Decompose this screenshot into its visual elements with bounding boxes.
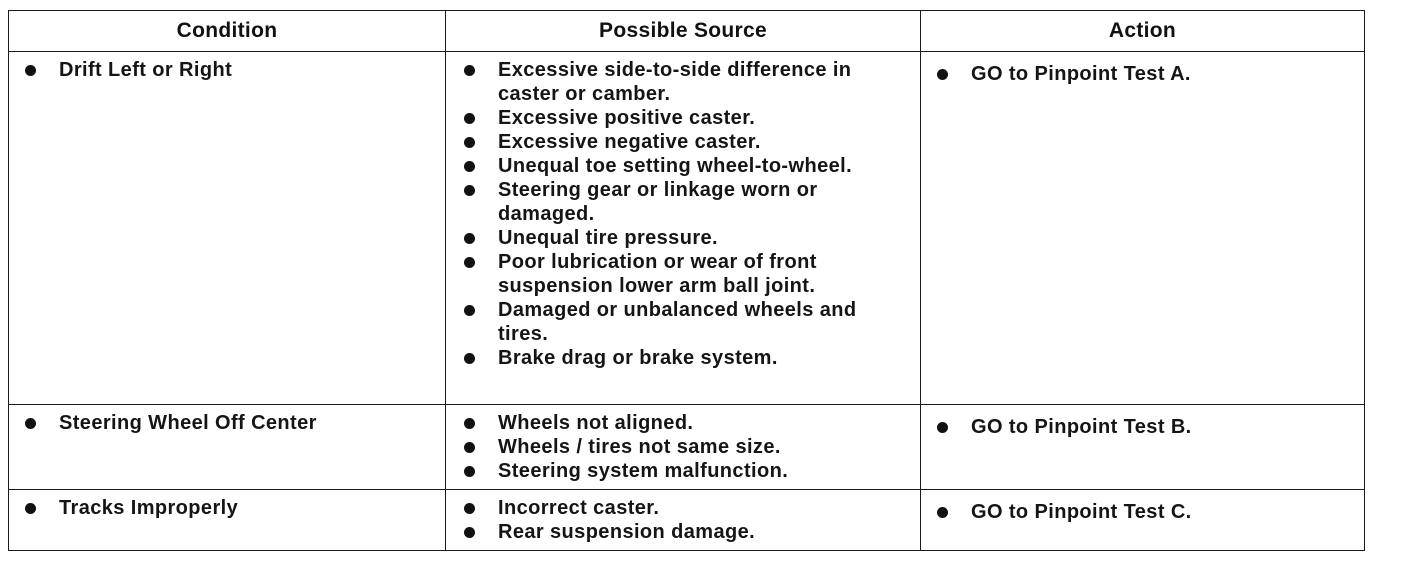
action-item bbox=[933, 415, 1356, 439]
condition-text: Steering Wheel Off Center bbox=[59, 412, 317, 434]
bullet-icon bbox=[464, 161, 475, 172]
condition-cell bbox=[9, 52, 446, 405]
bullet-icon bbox=[464, 353, 475, 364]
diagnosis-table bbox=[8, 10, 1365, 551]
source-item bbox=[458, 106, 912, 130]
action-cell bbox=[921, 490, 1365, 551]
action-cell bbox=[921, 405, 1365, 490]
bullet-icon bbox=[937, 422, 948, 433]
source-cell bbox=[446, 490, 921, 551]
bullet-icon bbox=[937, 69, 948, 80]
bullet-icon bbox=[464, 257, 475, 268]
condition-text: Drift Left or Right bbox=[59, 59, 233, 81]
source-item bbox=[458, 154, 912, 178]
condition-cell bbox=[9, 490, 446, 551]
source-text: Brake drag or brake system. bbox=[498, 347, 778, 369]
source-item bbox=[458, 496, 912, 520]
source-item bbox=[458, 130, 912, 154]
condition-list bbox=[21, 58, 437, 82]
source-list bbox=[458, 411, 912, 483]
source-item bbox=[458, 298, 912, 346]
condition-header: Condition bbox=[9, 11, 446, 52]
condition-list bbox=[21, 411, 437, 435]
bullet-icon bbox=[464, 442, 475, 453]
source-item bbox=[458, 520, 912, 544]
action-list bbox=[933, 62, 1356, 86]
source-text: Excessive positive caster. bbox=[498, 107, 756, 129]
bullet-icon bbox=[464, 305, 475, 316]
source-text: Poor lubrication or wear of front suspension lower arm ball joint. bbox=[498, 251, 817, 297]
action-list bbox=[933, 415, 1356, 439]
source-item bbox=[458, 459, 912, 483]
bullet-icon bbox=[25, 418, 36, 429]
bullet-icon bbox=[464, 113, 475, 124]
condition-item bbox=[21, 411, 437, 435]
action-cell bbox=[921, 52, 1365, 405]
source-text: Excessive negative caster. bbox=[498, 131, 761, 153]
table-row bbox=[9, 405, 1365, 490]
action-item bbox=[933, 500, 1356, 524]
source-item bbox=[458, 178, 912, 226]
source-cell bbox=[446, 405, 921, 490]
bullet-icon bbox=[464, 137, 475, 148]
source-text: Wheels not aligned. bbox=[498, 412, 694, 434]
bullet-icon bbox=[937, 507, 948, 518]
bullet-icon bbox=[464, 418, 475, 429]
bullet-icon bbox=[25, 503, 36, 514]
source-item bbox=[458, 58, 912, 106]
source-text: Steering gear or linkage worn or damaged. bbox=[498, 179, 818, 225]
condition-list bbox=[21, 496, 437, 520]
source-text: Wheels / tires not same size. bbox=[498, 436, 781, 458]
source-item bbox=[458, 346, 912, 370]
table-row bbox=[9, 490, 1365, 551]
source-text: Unequal tire pressure. bbox=[498, 227, 718, 249]
action-header: Action bbox=[921, 11, 1365, 52]
source-item bbox=[458, 435, 912, 459]
bullet-icon bbox=[464, 185, 475, 196]
action-text: GO to Pinpoint Test C. bbox=[971, 501, 1192, 523]
bullet-icon bbox=[464, 527, 475, 538]
condition-cell bbox=[9, 405, 446, 490]
source-list bbox=[458, 58, 912, 370]
source-text: Rear suspension damage. bbox=[498, 521, 756, 543]
source-item bbox=[458, 250, 912, 298]
source-text: Damaged or unbalanced wheels and tires. bbox=[498, 299, 857, 345]
table-row bbox=[9, 52, 1365, 405]
source-text: Excessive side-to-side difference in caster or camber. bbox=[498, 59, 852, 105]
source-text: Steering system malfunction. bbox=[498, 460, 789, 482]
bullet-icon bbox=[464, 65, 475, 76]
action-item bbox=[933, 62, 1356, 86]
source-item bbox=[458, 411, 912, 435]
action-text: GO to Pinpoint Test B. bbox=[971, 416, 1192, 438]
condition-text: Tracks Improperly bbox=[59, 497, 239, 519]
source-item bbox=[458, 226, 912, 250]
possible-source-header: Possible Source bbox=[446, 11, 921, 52]
condition-item bbox=[21, 496, 437, 520]
bullet-icon bbox=[464, 466, 475, 477]
bullet-icon bbox=[464, 233, 475, 244]
source-text: Incorrect caster. bbox=[498, 497, 660, 519]
bullet-icon bbox=[464, 503, 475, 514]
action-list bbox=[933, 500, 1356, 524]
bullet-icon bbox=[25, 65, 36, 76]
source-list bbox=[458, 496, 912, 544]
source-text: Unequal toe setting wheel-to-wheel. bbox=[498, 155, 853, 177]
header-row bbox=[9, 11, 1365, 52]
action-text: GO to Pinpoint Test A. bbox=[971, 63, 1191, 85]
source-cell bbox=[446, 52, 921, 405]
condition-item bbox=[21, 58, 437, 82]
